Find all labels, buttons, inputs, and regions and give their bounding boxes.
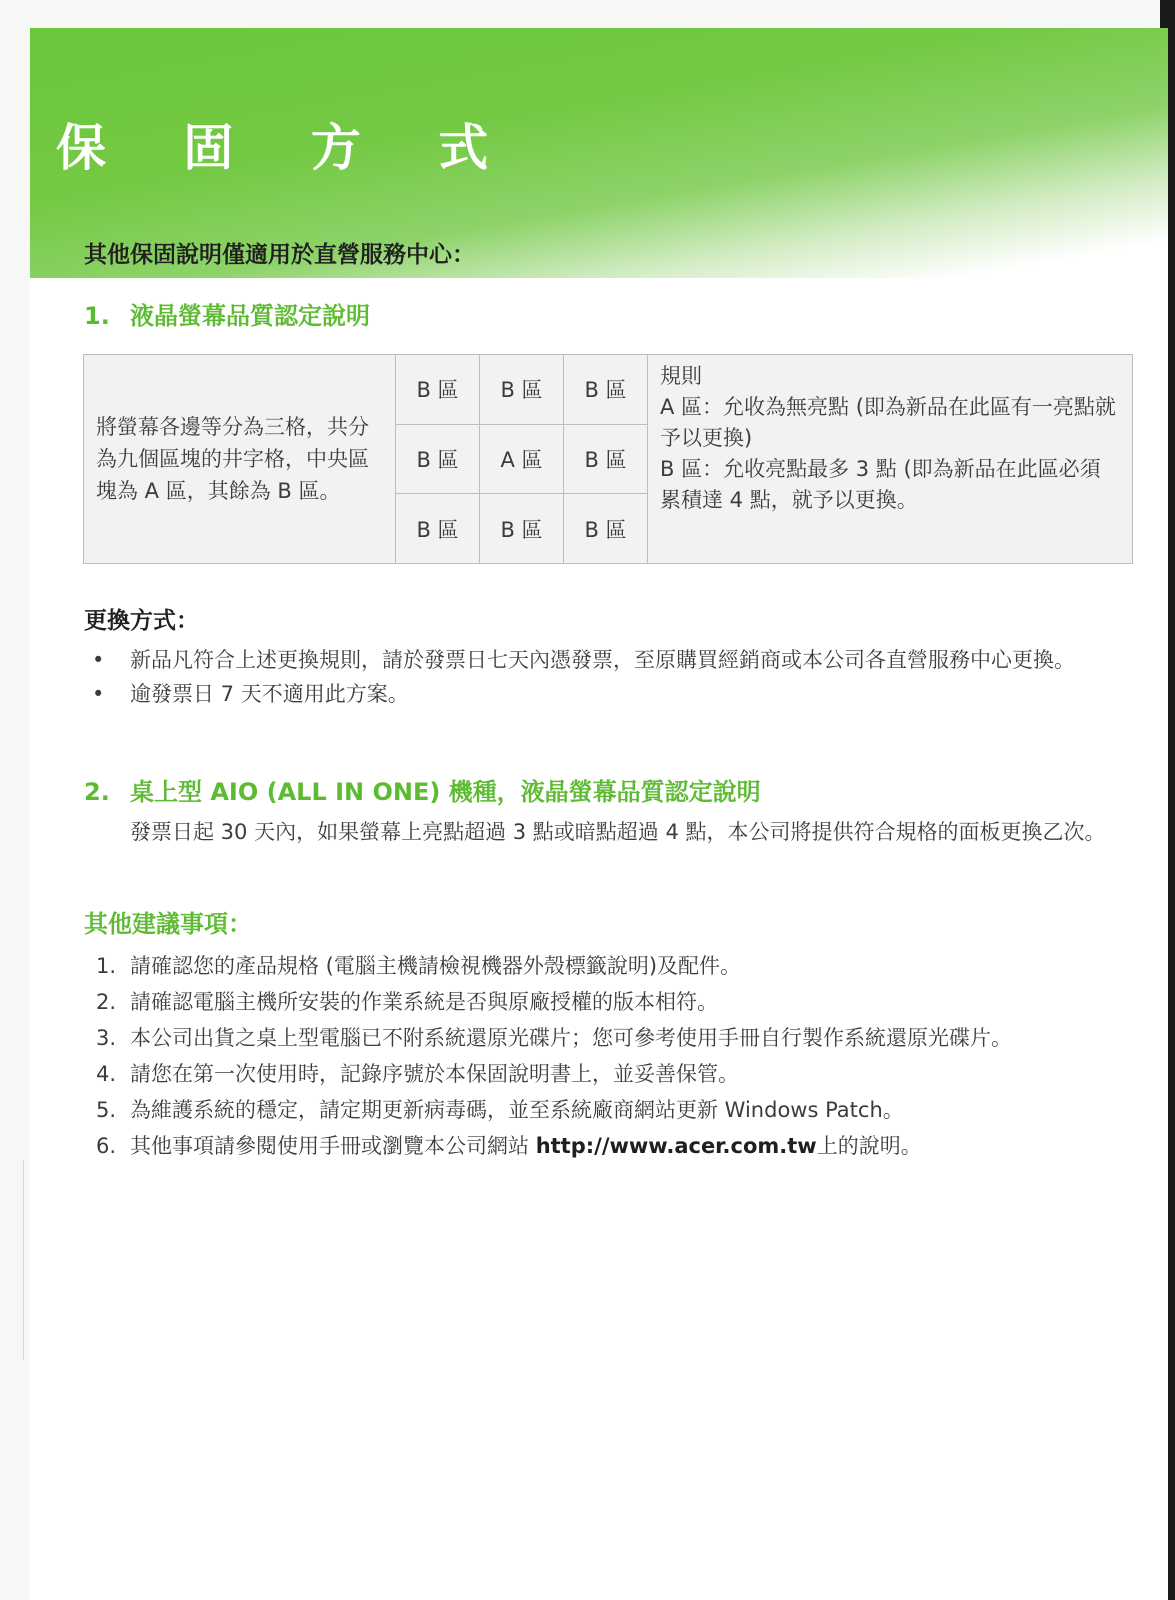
list-item	[84, 950, 1144, 982]
zone-cell: B 區	[564, 494, 648, 564]
item-text: 上的說明。	[816, 1134, 922, 1158]
item-number: 6.	[96, 1134, 117, 1158]
zone-cell: B 區	[480, 355, 564, 425]
intro-text: 其他保固說明僅適用於直營服務中心：	[84, 242, 475, 268]
item-number: 2.	[96, 990, 117, 1014]
rules-title: 規則	[660, 364, 702, 388]
zone-rules	[648, 355, 1133, 564]
item-text: 請您在第一次使用時，記錄序號於本保固說明書上，並妥善保管。	[130, 1062, 739, 1086]
list-item	[84, 986, 1144, 1018]
list-item	[84, 1094, 1144, 1126]
zone-cell: B 區	[480, 494, 564, 564]
item-number: 3.	[96, 1026, 117, 1050]
item-number: 1.	[96, 954, 117, 978]
section1-title: 液晶螢幕品質認定說明	[130, 302, 370, 330]
replacement-heading: 更換方式：	[84, 608, 199, 634]
item-text: 請確認電腦主機所安裝的作業系統是否與原廠授權的版本相符。	[130, 990, 718, 1014]
item-text: 本公司出貨之桌上型電腦已不附系統還原光碟片；您可參考使用手冊自行製作系統還原光碟片。	[130, 1026, 1012, 1050]
zone-description: 將螢幕各邊等分為三格，共分為九個區塊的井字格，中央區塊為 A 區，其餘為 B 區。	[84, 355, 396, 564]
list-item: • 新品凡符合上述更換規則，請於發票日七天內憑發票，至原購買經銷商或本公司各直營服務中心更換。	[84, 644, 1144, 676]
page-title: 保 固 方 式	[56, 119, 519, 177]
website-url: http://www.acer.com.tw	[535, 1134, 817, 1158]
list-item	[84, 1022, 1144, 1054]
zone-cell: B 區	[564, 355, 648, 425]
section2-number: 2.	[84, 778, 110, 806]
list-item	[84, 1130, 1144, 1162]
section1-heading	[84, 296, 370, 331]
zone-cell: B 區	[564, 424, 648, 494]
section2-title: 桌上型 AIO (ALL IN ONE) 機種，液晶螢幕品質認定說明	[130, 778, 761, 806]
item-number: 5.	[96, 1098, 117, 1122]
item-text: 為維護系統的穩定，請定期更新病毒碼，並至系統廠商網站更新 Windows Patch。	[130, 1098, 904, 1122]
other-heading: 其他建議事項：	[84, 910, 252, 938]
zone-cell: B 區	[396, 424, 480, 494]
rule-a: A 區：允收為無亮點 (即為新品在此區有一亮點就予以更換)	[660, 395, 1116, 450]
other-list	[84, 950, 1144, 1166]
item-text: 請確認您的產品規格 (電腦主機請檢視機器外殼標籤說明)及配件。	[130, 954, 742, 978]
page	[30, 28, 1168, 1600]
zone-cell: B 區	[396, 355, 480, 425]
list-item: • 逾發票日 7 天不適用此方案。	[84, 678, 1144, 710]
zone-cell: A 區	[480, 424, 564, 494]
rule-b: B 區：允收亮點最多 3 點 (即為新品在此區必須累積達 4 點，就予以更換。	[660, 457, 1101, 512]
replacement-list	[84, 644, 1144, 712]
section2-heading	[84, 772, 761, 807]
scan-line	[23, 1160, 24, 1360]
section1-number: 1.	[84, 302, 110, 330]
list-item	[84, 1058, 1144, 1090]
section2-body: 發票日起 30 天內，如果螢幕上亮點超過 3 點或暗點超過 4 點，本公司將提供符合規格的面板更換乙次。	[130, 820, 1106, 844]
item-number: 4.	[96, 1062, 117, 1086]
zone-cell: B 區	[396, 494, 480, 564]
screen-zone-table	[83, 354, 1133, 564]
item-text: 其他事項請參閱使用手冊或瀏覽本公司網站	[130, 1134, 536, 1158]
